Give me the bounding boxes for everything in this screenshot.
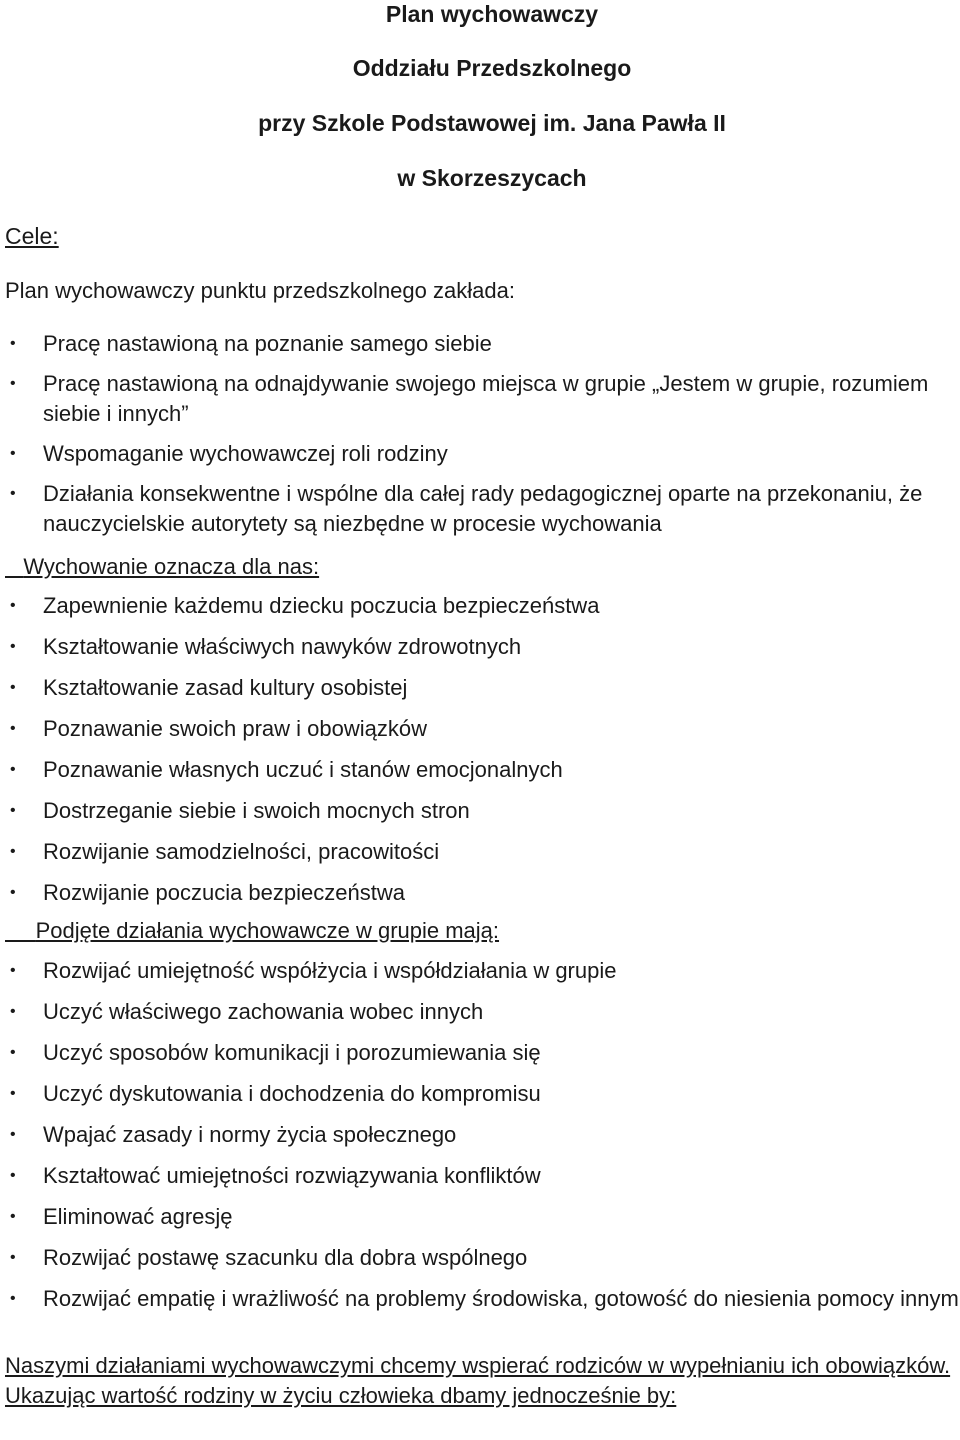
bullet-icon: • bbox=[10, 720, 16, 737]
goals-list bbox=[0, 329, 960, 539]
list-item-text: Wspomaganie wychowawczej roli rodziny bbox=[43, 441, 448, 466]
list-item bbox=[0, 673, 960, 703]
document-subtitle-school: przy Szkole Podstawowej im. Jana Pawła II bbox=[258, 110, 726, 136]
bullet-icon: • bbox=[10, 1208, 16, 1225]
list-item bbox=[0, 632, 960, 662]
closing-paragraph-label: Naszymi działaniami wychowawczymi chcemy wspierać rodziców w wypełnianiu ich obowiązków. Ukazując wartość rodziny w życiu człowieka dbamy jednocześnie by: bbox=[5, 1353, 951, 1408]
list-item-text: Poznawanie swoich praw i obowiązków bbox=[43, 716, 427, 741]
list-item-text: Uczyć właściwego zachowania wobec innych bbox=[43, 999, 484, 1024]
bullet-icon: • bbox=[10, 445, 16, 462]
list-item-text: Eliminować agresję bbox=[43, 1204, 233, 1229]
bullet-icon: • bbox=[10, 802, 16, 819]
section-heading-activities-text bbox=[5, 918, 499, 943]
bullet-icon: • bbox=[10, 1249, 16, 1266]
document-title: Plan wychowawczy bbox=[385, 1, 599, 27]
list-item bbox=[0, 837, 960, 867]
section-heading-upbringing-label: Wychowanie oznacza dla nas: bbox=[23, 554, 320, 579]
list-item-text: Rozwijanie samodzielności, pracowitości bbox=[43, 839, 440, 864]
section-heading-upbringing-text bbox=[5, 554, 319, 579]
bullet-icon: • bbox=[10, 335, 16, 352]
list-item-text: Pracę nastawioną na poznanie samego siebie bbox=[43, 331, 492, 356]
list-item-text: Rozwijać postawę szacunku dla dobra wspólnego bbox=[43, 1245, 528, 1270]
list-item bbox=[0, 1161, 960, 1191]
bullet-icon: • bbox=[10, 1085, 16, 1102]
bullet-icon: • bbox=[10, 843, 16, 860]
bullet-icon: • bbox=[10, 1044, 16, 1061]
section-heading-activities bbox=[5, 917, 499, 945]
list-item-text: Rozwijać empatię i wrażliwość na problemy środowiska, gotowość do niesienia pomocy innym bbox=[43, 1286, 959, 1311]
bullet-icon: • bbox=[10, 761, 16, 778]
list-item bbox=[0, 1284, 960, 1314]
list-item bbox=[0, 591, 960, 621]
bullet-icon: • bbox=[10, 679, 16, 696]
list-item bbox=[0, 714, 960, 744]
closing-paragraph bbox=[5, 1351, 960, 1411]
list-item bbox=[0, 1038, 960, 1068]
intro-text: Plan wychowawczy punktu przedszkolnego zakłada: bbox=[5, 278, 515, 303]
list-item bbox=[0, 369, 960, 429]
goals-label: Cele: bbox=[5, 223, 59, 249]
section-heading-activities-label: Podjęte działania wychowawcze w grupie mają: bbox=[35, 918, 500, 943]
list-item bbox=[0, 1243, 960, 1273]
document-subtitle-unit: Oddziału Przedszkolnego bbox=[352, 55, 632, 81]
list-item bbox=[0, 956, 960, 986]
list-item-text: Uczyć dyskutowania i dochodzenia do kompromisu bbox=[43, 1081, 541, 1106]
list-item bbox=[0, 878, 960, 908]
list-item-text: Rozwijanie poczucia bezpieczeństwa bbox=[43, 880, 405, 905]
list-item bbox=[0, 1079, 960, 1109]
list-item-text: Pracę nastawioną na odnajdywanie swojego miejsca w grupie „Jestem w grupie, rozumiem siebie i innych” bbox=[43, 371, 929, 426]
list-item-text: Uczyć sposobów komunikacji i porozumiewania się bbox=[43, 1040, 541, 1065]
list-item-text: Zapewnienie każdemu dziecku poczucia bezpieczeństwa bbox=[43, 593, 600, 618]
list-item-text: Kształtować umiejętności rozwiązywania konfliktów bbox=[43, 1163, 541, 1188]
bullet-icon: • bbox=[10, 884, 16, 901]
list-item-text: Wpajać zasady i normy życia społecznego bbox=[43, 1122, 457, 1147]
activities-list bbox=[0, 956, 960, 1314]
bullet-icon: • bbox=[10, 1126, 16, 1143]
list-item bbox=[0, 1120, 960, 1150]
bullet-icon: • bbox=[10, 1003, 16, 1020]
document-subtitle-location: w Skorzeszycach bbox=[397, 165, 587, 191]
list-item bbox=[0, 796, 960, 826]
upbringing-list bbox=[0, 591, 960, 908]
bullet-icon: • bbox=[10, 638, 16, 655]
list-item-text: Rozwijać umiejętność współżycia i współdziałania w grupie bbox=[43, 958, 617, 983]
bullet-icon: • bbox=[10, 485, 16, 502]
list-item-text: Działania konsekwentne i wspólne dla całej rady pedagogicznej oparte na przekonaniu, że nauczycielskie autorytety są niezbędne w procesie wychowania bbox=[43, 481, 923, 536]
bullet-icon: • bbox=[10, 375, 16, 392]
closing-paragraph-text bbox=[5, 1353, 950, 1408]
list-item bbox=[0, 1202, 960, 1232]
list-item bbox=[0, 997, 960, 1027]
bullet-icon: • bbox=[10, 597, 16, 614]
bullet-icon: • bbox=[10, 962, 16, 979]
list-item bbox=[0, 439, 960, 469]
bullet-icon: • bbox=[10, 1290, 16, 1307]
section-heading-upbringing bbox=[5, 553, 319, 581]
list-item-text: Poznawanie własnych uczuć i stanów emocjonalnych bbox=[43, 757, 563, 782]
bullet-icon: • bbox=[10, 1167, 16, 1184]
list-item bbox=[0, 755, 960, 785]
list-item-text: Kształtowanie właściwych nawyków zdrowotnych bbox=[43, 634, 522, 659]
list-item-text: Dostrzeganie siebie i swoich mocnych stron bbox=[43, 798, 470, 823]
list-item bbox=[0, 479, 960, 539]
list-item bbox=[0, 329, 960, 359]
list-item-text: Kształtowanie zasad kultury osobistej bbox=[43, 675, 408, 700]
